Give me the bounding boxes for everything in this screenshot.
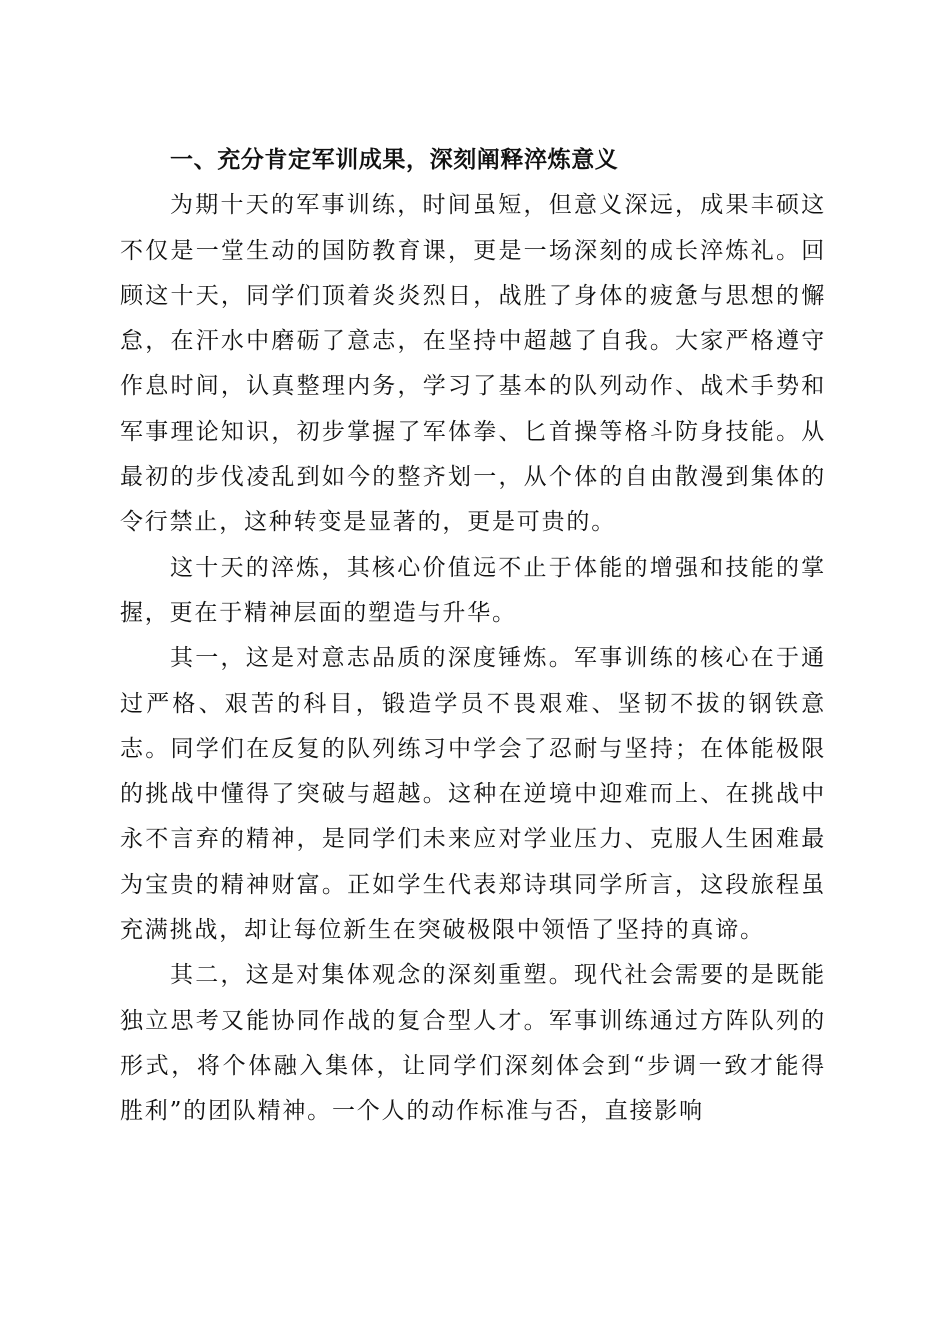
document-body bbox=[120, 138, 826, 1135]
paragraph-willpower: 其一，这是对意志品质的深度锤炼。军事训练的核心在于通过严格、艰苦的科目，锻造学员不畏艰难、坚韧不拔的钢铁意志。同学们在反复的队列练习中学会了忍耐与坚持；在体能极限的挑战中懂得了突破与超越。这种在逆境中迎难而上、在挑战中永不言弃的精神，是同学们未来应对学业压力、克服人生困难最为宝贵的精神财富。正如学生代表郑诗琪同学所言，这段旅程虽充满挑战，却让每位新生在突破极限中领悟了坚持的真谛。 bbox=[120, 645, 826, 944]
paragraph-training-results: 为期十天的军事训练，时间虽短，但意义深远，成果丰硕这不仅是一堂生动的国防教育课，更是一场深刻的成长淬炼礼。回顾这十天，同学们顶着炎炎烈日，战胜了身体的疲惫与思想的懈怠，在汗水中磨砺了意志，在坚持中超越了自我。大家严格遵守作息时间，认真整理内务，学习了基本的队列动作、战术手势和军事理论知识，初步掌握了军体拳、匕首操等格斗防身技能。从最初的步伐凌乱到如今的整齐划一，从个体的自由散漫到集体的令行禁止，这种转变是显著的，更是可贵的。 bbox=[120, 192, 826, 536]
paragraph-collective: 其二，这是对集体观念的深刻重塑。现代社会需要的是既能独立思考又能协同作战的复合型人才。军事训练通过方阵队列的形式，将个体融入集体，让同学们深刻体会到“步调一致才能得胜利”的团队精神。一个人的动作标准与否，直接影响 bbox=[120, 962, 826, 1125]
paragraph-core-value: 这十天的淬炼，其核心价值远不止于体能的增强和技能的掌握，更在于精神层面的塑造与升华。 bbox=[120, 554, 826, 626]
section-heading: 一、充分肯定军训成果，深刻阐释淬炼意义 bbox=[170, 147, 619, 173]
